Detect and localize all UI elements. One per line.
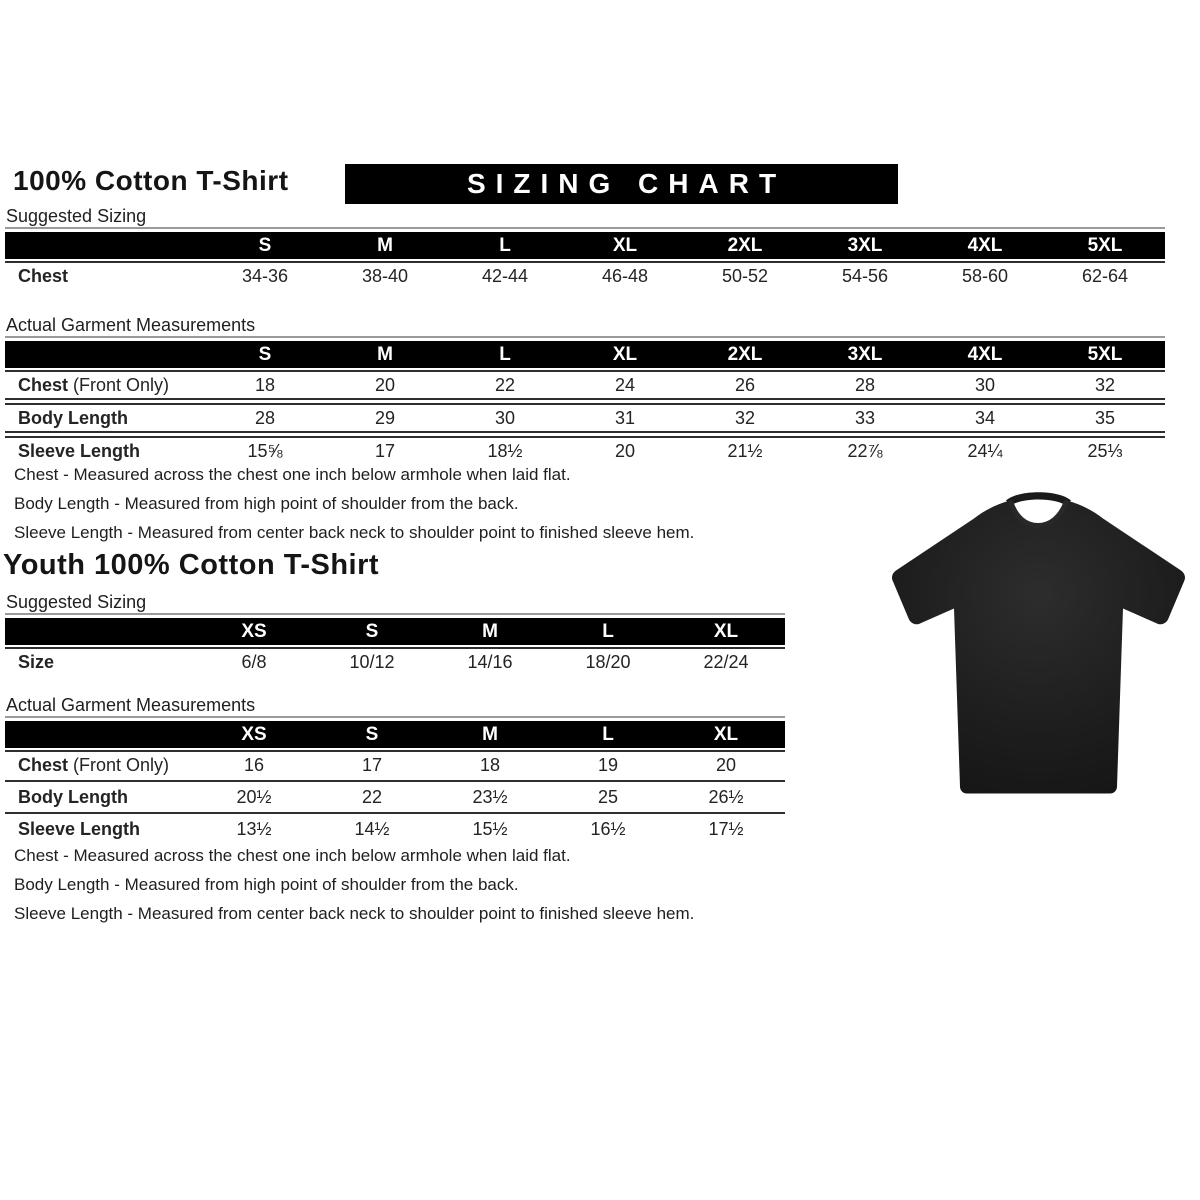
black-tshirt-svg <box>880 478 1195 808</box>
measurement-value: 22 <box>494 374 516 395</box>
measurement-value: 22 <box>361 786 383 807</box>
measurement-value: 16½ <box>590 818 626 839</box>
size-header-row <box>5 232 1165 259</box>
measurement-value: 25 <box>597 786 619 807</box>
measurement-value: 24¼ <box>967 440 1003 461</box>
youth-suggested-sizing-table <box>5 618 785 675</box>
adult-actual-measurements-label: Actual Garment Measurements <box>6 315 256 335</box>
measurement-row <box>5 372 1165 398</box>
measurement-value: 15⅝ <box>247 440 283 461</box>
youth-actual-measurements-label: Actual Garment Measurements <box>6 695 256 715</box>
size-column-header: M <box>431 618 549 645</box>
size-column-header: L <box>549 721 667 748</box>
row-label: Size <box>18 651 55 672</box>
size-column-header: S <box>205 232 325 259</box>
measurement-value: 34 <box>974 407 996 428</box>
measurement-value: 18½ <box>487 440 523 461</box>
measurement-value: 26 <box>734 374 756 395</box>
adult-actual-measurements-table-wrap <box>5 336 1165 464</box>
youth-suggested-sizing-table-wrap <box>5 613 785 675</box>
measurement-value: 6/8 <box>241 651 267 672</box>
row-label: Chest (Front Only) <box>18 374 170 395</box>
measurement-row <box>5 263 1165 289</box>
measurement-value: 17½ <box>708 818 744 839</box>
header-corner-cell <box>5 341 205 368</box>
adult-suggested-sizing-table-wrap <box>5 227 1165 289</box>
adult-actual-measurements-table <box>5 341 1165 464</box>
measurement-value: 19 <box>597 754 619 775</box>
size-column-header: L <box>549 618 667 645</box>
measurement-value: 20½ <box>236 786 272 807</box>
measurement-value: 21½ <box>727 440 763 461</box>
size-column-header: S <box>313 721 431 748</box>
measurement-value: 29 <box>374 407 396 428</box>
measurement-value: 18/20 <box>585 651 631 672</box>
size-column-header: L <box>445 341 565 368</box>
size-column-header: XS <box>195 618 313 645</box>
adult-section-title: 100% Cotton T-Shirt <box>13 165 289 196</box>
measurement-value: 50-52 <box>721 265 769 286</box>
youth-note-sleeve-length: Sleeve Length - Measured from center back neck to shoulder point to finished sleeve hem. <box>14 904 695 923</box>
separator-line <box>5 431 1165 438</box>
sizing-chart-banner-text: SIZING CHART <box>466 168 787 199</box>
tshirt-back-collar <box>1006 492 1071 505</box>
measurement-row <box>5 752 785 778</box>
youth-actual-measurements-table-wrap <box>5 716 785 842</box>
row-label: Chest <box>18 265 69 286</box>
separator-line <box>5 398 1165 405</box>
adult-note-chest: Chest - Measured across the chest one inch below armhole when laid flat. <box>14 465 571 484</box>
measurement-value: 34-36 <box>241 265 289 286</box>
measurement-value: 17 <box>361 754 383 775</box>
adult-note-body-length: Body Length - Measured from high point of shoulder from the back. <box>14 494 519 513</box>
size-column-header: S <box>313 618 431 645</box>
measurement-value: 22/24 <box>703 651 749 672</box>
size-column-header: 3XL <box>805 341 925 368</box>
measurement-value: 32 <box>734 407 756 428</box>
size-column-header: 5XL <box>1045 232 1165 259</box>
youth-note-chest: Chest - Measured across the chest one inch below armhole when laid flat. <box>14 846 571 865</box>
tshirt-collar <box>1011 503 1066 526</box>
measurement-value: 33 <box>854 407 876 428</box>
measurement-value: 18 <box>254 374 276 395</box>
measurement-value: 30 <box>974 374 996 395</box>
size-column-header: XL <box>667 721 785 748</box>
adult-measurement-notes <box>14 460 694 547</box>
header-corner-cell <box>5 721 195 748</box>
measurement-row <box>5 784 785 810</box>
measurement-value: 28 <box>854 374 876 395</box>
measurement-value: 26½ <box>708 786 744 807</box>
youth-suggested-sizing-label: Suggested Sizing <box>6 592 147 612</box>
size-header-row <box>5 721 785 748</box>
size-column-header: 5XL <box>1045 341 1165 368</box>
row-separator <box>5 431 1165 438</box>
adult-note-sleeve-length: Sleeve Length - Measured from center back neck to shoulder point to finished sleeve hem. <box>14 523 695 542</box>
measurement-value: 18 <box>479 754 501 775</box>
measurement-value: 24 <box>614 374 636 395</box>
measurement-value: 25⅓ <box>1087 440 1123 461</box>
youth-section-title: Youth 100% Cotton T-Shirt <box>3 549 380 581</box>
measurement-value: 10/12 <box>349 651 395 672</box>
size-column-header: M <box>325 232 445 259</box>
row-separator <box>5 398 1165 405</box>
size-column-header: 3XL <box>805 232 925 259</box>
measurement-value: 22⅞ <box>847 440 883 461</box>
row-label: Sleeve Length <box>18 818 141 839</box>
adult-suggested-sizing-label: Suggested Sizing <box>6 206 147 226</box>
measurement-value: 14½ <box>354 818 390 839</box>
measurement-value: 38-40 <box>361 265 409 286</box>
measurement-value: 15½ <box>472 818 508 839</box>
header-corner-cell <box>5 232 205 259</box>
measurement-value: 42-44 <box>481 265 529 286</box>
size-column-header: XS <box>195 721 313 748</box>
measurement-value: 20 <box>614 440 636 461</box>
youth-measurement-notes <box>14 841 694 928</box>
row-label: Chest (Front Only) <box>18 754 170 775</box>
measurement-row <box>5 816 785 842</box>
row-label: Body Length <box>18 786 128 807</box>
size-header-row <box>5 341 1165 368</box>
measurement-row <box>5 649 785 675</box>
size-column-header: 4XL <box>925 232 1045 259</box>
row-label: Sleeve Length <box>18 440 141 461</box>
measurement-value: 31 <box>614 407 636 428</box>
youth-note-body-length: Body Length - Measured from high point of shoulder from the back. <box>14 875 519 894</box>
measurement-value: 17 <box>374 440 396 461</box>
measurement-value: 62-64 <box>1081 265 1129 286</box>
separator-line <box>5 812 785 814</box>
size-column-header: 2XL <box>685 341 805 368</box>
measurement-value: 32 <box>1094 374 1116 395</box>
size-column-header: XL <box>667 618 785 645</box>
measurement-value: 13½ <box>236 818 272 839</box>
measurement-row <box>5 405 1165 431</box>
youth-actual-measurements-table <box>5 721 785 842</box>
size-column-header: XL <box>565 232 685 259</box>
size-column-header: 4XL <box>925 341 1045 368</box>
measurement-value: 20 <box>374 374 396 395</box>
size-column-header: S <box>205 341 325 368</box>
size-header-row <box>5 618 785 645</box>
measurement-value: 23½ <box>472 786 508 807</box>
measurement-value: 14/16 <box>467 651 513 672</box>
measurement-value: 35 <box>1094 407 1116 428</box>
measurement-value: 16 <box>243 754 265 775</box>
measurement-value: 54-56 <box>841 265 889 286</box>
tshirt-body <box>892 501 1185 794</box>
header-corner-cell <box>5 618 195 645</box>
measurement-value: 58-60 <box>961 265 1009 286</box>
adult-suggested-sizing-table <box>5 232 1165 289</box>
measurement-value: 30 <box>494 407 516 428</box>
measurement-value: 28 <box>254 407 276 428</box>
black-tshirt-image <box>880 478 1195 808</box>
sizing-chart-banner <box>345 164 898 204</box>
size-column-header: XL <box>565 341 685 368</box>
measurement-value: 46-48 <box>601 265 649 286</box>
size-column-header: 2XL <box>685 232 805 259</box>
row-label: Body Length <box>18 407 128 428</box>
separator-line <box>5 780 785 782</box>
measurement-value: 20 <box>715 754 737 775</box>
size-column-header: M <box>325 341 445 368</box>
size-column-header: L <box>445 232 565 259</box>
size-column-header: M <box>431 721 549 748</box>
